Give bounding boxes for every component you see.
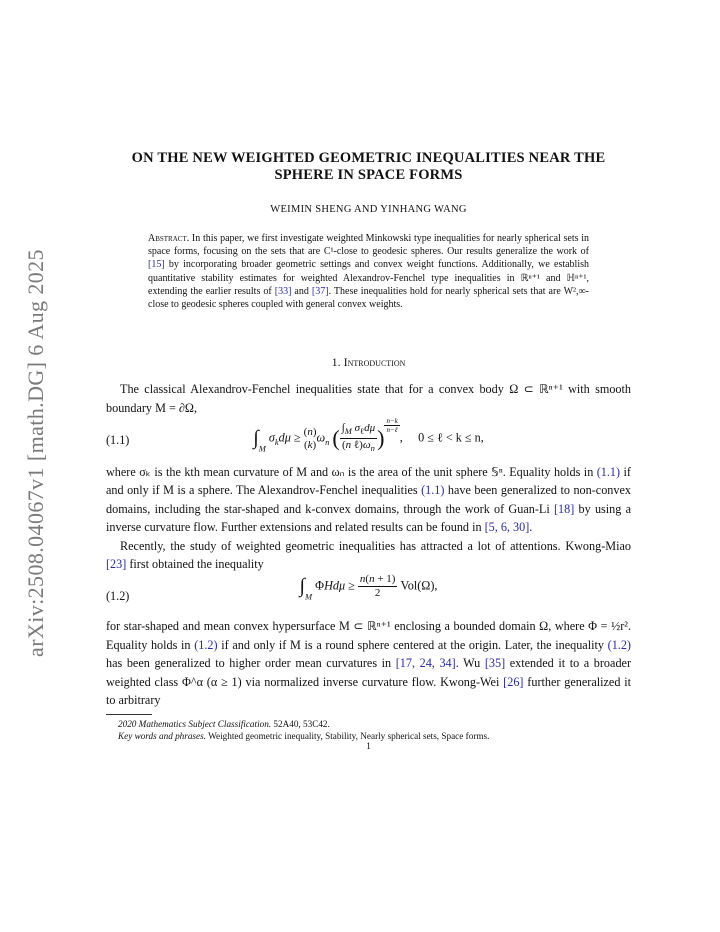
equation-ref-link[interactable]: (1.1) [421, 483, 445, 498]
equation-ref-link[interactable]: (1.2) [194, 637, 218, 652]
paragraph-3-text-2: first obtained the inequality [126, 557, 264, 572]
equation-rhs: Vol(Ω), [400, 578, 438, 593]
equation-ref-link[interactable]: (1.2) [607, 637, 631, 652]
section-heading: 1. Introduction [331, 355, 406, 370]
footnote-msc-codes: 52A40, 53C42. [271, 718, 330, 729]
equation-number: (1.1) [106, 433, 130, 448]
paper-page [106, 150, 631, 752]
citation-link[interactable]: [37] [311, 285, 329, 297]
equation-number: (1.2) [106, 589, 130, 604]
abstract-text-1: In this paper, we first investigate weighted Minkowski type inequalities for nearly spherical sets in space forms, focusing on the sets that are C¹-close to geodesic spheres. Our results generalize the work of [148, 233, 589, 258]
equation-1-2 [106, 573, 631, 617]
citation-link[interactable]: [26] [503, 674, 524, 689]
paragraph-4 [106, 617, 631, 709]
footnote-keywords-label: Key words and phrases. [118, 730, 206, 741]
paragraph-2-text-2: if and only if M is a sphere. The Alexandrov-Fenchel inequalities [106, 465, 631, 498]
abstract-label: Abstract. [148, 233, 190, 244]
abstract-text-3: and [291, 285, 312, 297]
page-number: 1 [366, 742, 371, 753]
footnote-msc-label: 2020 Mathematics Subject Classification. [118, 718, 272, 729]
paragraph-2-text-5: . [529, 520, 533, 535]
citation-link[interactable]: [15] [148, 259, 165, 271]
paragraph-4-text-2: if and only if M is a round sphere centered at the origin. Later, the inequality [217, 637, 608, 652]
paragraph-4-text-3: has been generalized to higher order mean curvatures in [106, 656, 396, 671]
abstract-text-4: . These inequalities hold for nearly spherical sets that are W²,∞-close to geodesic spheres coupled with general convex weights. [148, 285, 589, 311]
citation-link[interactable]: [5, 6, 30] [484, 520, 530, 535]
equation-body: $\int_M$ $\sigma_kd\mu$ ≥ (n) (k) $\omega_n$ ( $\frac{\int_M \sigma_\ell d\mu}{(n \ell)\omega_n}$ ) $^{\frac{n-k}{\text{n−ℓ}}}$ , 0 ≤ ℓ < k ≤ n, [253, 417, 484, 454]
paper-authors: WEIMIN SHENG AND YINHANG WANG [270, 204, 467, 215]
equation-body: $\int_M$ ΦHdμ ≥ $\frac{n(n + 1)}{2}$ Vol(Ω), [299, 573, 438, 602]
footnote-divider [106, 714, 152, 715]
equation-1-1 [106, 417, 631, 463]
footnote-keywords-text: Weighted geometric inequality, Stability, Nearly spherical sets, Space forms. [205, 730, 490, 741]
paragraph-2-text-4: by using a inverse curvature flow. Further extensions and related results can be found in [106, 501, 632, 535]
paragraph-2-text-3: have been generalized to non-convex domains, including the star-shaped and k-convex domains, through the work of Guan-Li [106, 483, 631, 516]
abstract-text-2: by incorporating broader geometric settings and convex weight functions. Additionally, we establish quantitative stability estimates for weighted Alexandrov-Fenchel type inequalities in ℝⁿ⁺¹ and ℍⁿ⁺¹, extending the earlier results of [148, 259, 589, 297]
arxiv-identifier-text: arXiv:2508.04067v1 [math.DG] 6 Aug 2025 [23, 249, 48, 657]
paragraph-2-text-1: where σₖ is the kth mean curvature of M and ωₙ is the area of the unit sphere 𝕊ⁿ. Equality holds in [106, 465, 597, 480]
citation-link[interactable]: [23] [106, 557, 127, 572]
arxiv-identifier [21, 248, 51, 658]
paragraph-4-text-5: extended it to a broader weighted class Φ^α (α ≥ 1) via normalized inverse curvature flow. Kwong-Wei [106, 656, 632, 689]
paragraph-4-text-1: for star-shaped and mean convex hypersurface M ⊂ ℝⁿ⁺¹ enclosing a bounded domain Ω, where Φ = ½r². Equality holds in [106, 619, 631, 652]
equation-ref-link[interactable]: (1.1) [596, 465, 621, 480]
footnote-keywords [106, 730, 631, 742]
abstract [148, 232, 589, 311]
citation-link[interactable]: [17, 24, 34] [395, 656, 456, 671]
footnote-msc [106, 718, 631, 730]
paragraph-3 [106, 537, 631, 574]
paragraph-1: The classical Alexandrov-Fenchel inequalities state that for a convex body Ω ⊂ ℝⁿ⁺¹ with smooth boundary M = ∂Ω, [106, 382, 631, 415]
equation-condition: 0 ≤ ℓ < k ≤ n, [418, 430, 484, 445]
citation-link[interactable]: [33] [274, 285, 292, 297]
paper-title: ON THE NEW WEIGHTED GEOMETRIC INEQUALITIES NEAR THE SPHERE IN SPACE FORMS [131, 150, 606, 183]
paragraph-4-text-6: further generalized it to arbitrary [106, 674, 632, 708]
paragraph-2 [106, 463, 631, 537]
paragraph-4-text-4: . Wu [455, 656, 485, 671]
citation-link[interactable]: [18] [553, 501, 575, 516]
citation-link[interactable]: [35] [484, 656, 506, 671]
paragraph-3-text-1: Recently, the study of weighted geometric inequalities has attracted a lot of attentions. Kwong-Miao [120, 538, 631, 553]
